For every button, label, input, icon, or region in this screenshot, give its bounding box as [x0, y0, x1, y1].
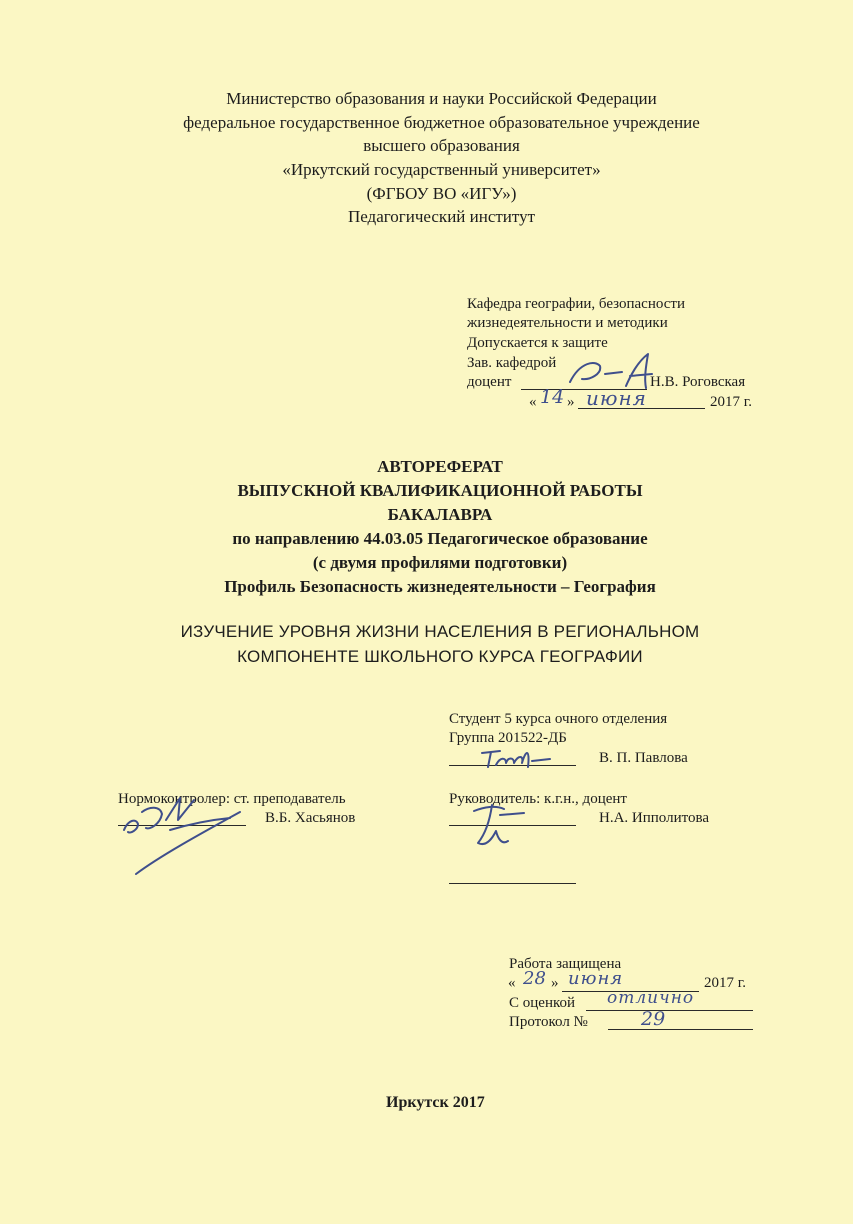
head-name: Н.В. Роговская — [650, 374, 746, 390]
department-line1: Кафедра географии, безопасности — [467, 296, 685, 312]
direction: по направлению 44.03.05 Педагогическое образование — [232, 529, 648, 548]
topic-line1: ИЗУЧЕНИЕ УРОВНЯ ЖИЗНИ НАСЕЛЕНИЯ В РЕГИОНАЛЬНОМ — [180, 622, 700, 641]
defense-date-day: 28 — [523, 968, 546, 989]
head-rank: доцент — [467, 374, 512, 390]
student-signature — [478, 745, 558, 773]
protocol-value: 29 — [641, 1008, 666, 1030]
degree: БАКАЛАВРА — [387, 505, 493, 524]
supervisor-name: Н.А. Ипполитова — [599, 810, 710, 826]
header-institution-type: федеральное государственное бюджетное образовательное учреждение — [183, 113, 700, 132]
header-institute: Педагогический институт — [347, 207, 536, 226]
extra-signature-line — [449, 883, 576, 884]
approval-date-line — [578, 408, 705, 409]
grade-value: отлично — [607, 988, 695, 1008]
supervisor-signature — [470, 795, 530, 850]
supervisor-label: Руководитель: к.г.н., доцент — [449, 791, 627, 807]
defense-status: Работа защищена — [509, 956, 622, 972]
header-education-level: высшего образования — [363, 136, 520, 155]
header-ministry: Министерство образования и науки Российской Федерации — [226, 89, 657, 108]
approval-date-day: 14 — [540, 386, 565, 408]
department-line2: жизнедеятельности и методики — [467, 315, 668, 331]
header-university: «Иркутский государственный университет» — [282, 160, 601, 179]
topic-line2: КОМПОНЕНТЕ ШКОЛЬНОГО КУРСА ГЕОГРАФИИ — [237, 647, 643, 666]
admit-to-defense: Допускается к защите — [467, 335, 608, 351]
grade-line — [586, 1010, 753, 1011]
student-group: Группа 201522-ДБ — [449, 730, 567, 746]
defense-date-month: июня — [568, 968, 624, 989]
approval-date-open: « — [529, 394, 537, 410]
normcontrol-name: В.Б. Хасьянов — [265, 810, 356, 826]
student-course: Студент 5 курса очного отделения — [449, 711, 668, 727]
city-year: Иркутск 2017 — [386, 1094, 485, 1111]
defense-date-open: « — [508, 975, 516, 991]
approval-date-month: июня — [586, 386, 647, 410]
grade-label: С оценкой — [509, 995, 576, 1011]
normcontrol-signature — [120, 790, 250, 880]
defense-date-close: » — [551, 975, 559, 991]
protocol-label: Протокол № — [509, 1014, 588, 1030]
approval-date-close: » — [567, 394, 575, 410]
protocol-line — [608, 1029, 753, 1030]
header-abbrev: (ФГБОУ ВО «ИГУ») — [366, 184, 517, 203]
doc-type: АВТОРЕФЕРАТ — [377, 457, 503, 476]
direction-note: (с двумя профилями подготовки) — [312, 553, 568, 572]
head-label: Зав. кафедрой — [467, 355, 557, 371]
work-type: ВЫПУСКНОЙ КВАЛИФИКАЦИОННОЙ РАБОТЫ — [237, 481, 643, 500]
defense-date-year: 2017 г. — [704, 975, 746, 991]
normcontrol-label: Нормоконтролер: ст. преподаватель — [118, 791, 346, 807]
approval-date-year: 2017 г. — [710, 394, 752, 410]
student-name: В. П. Павлова — [599, 750, 688, 766]
profile: Профиль Безопасность жизнедеятельности – География — [224, 577, 656, 596]
